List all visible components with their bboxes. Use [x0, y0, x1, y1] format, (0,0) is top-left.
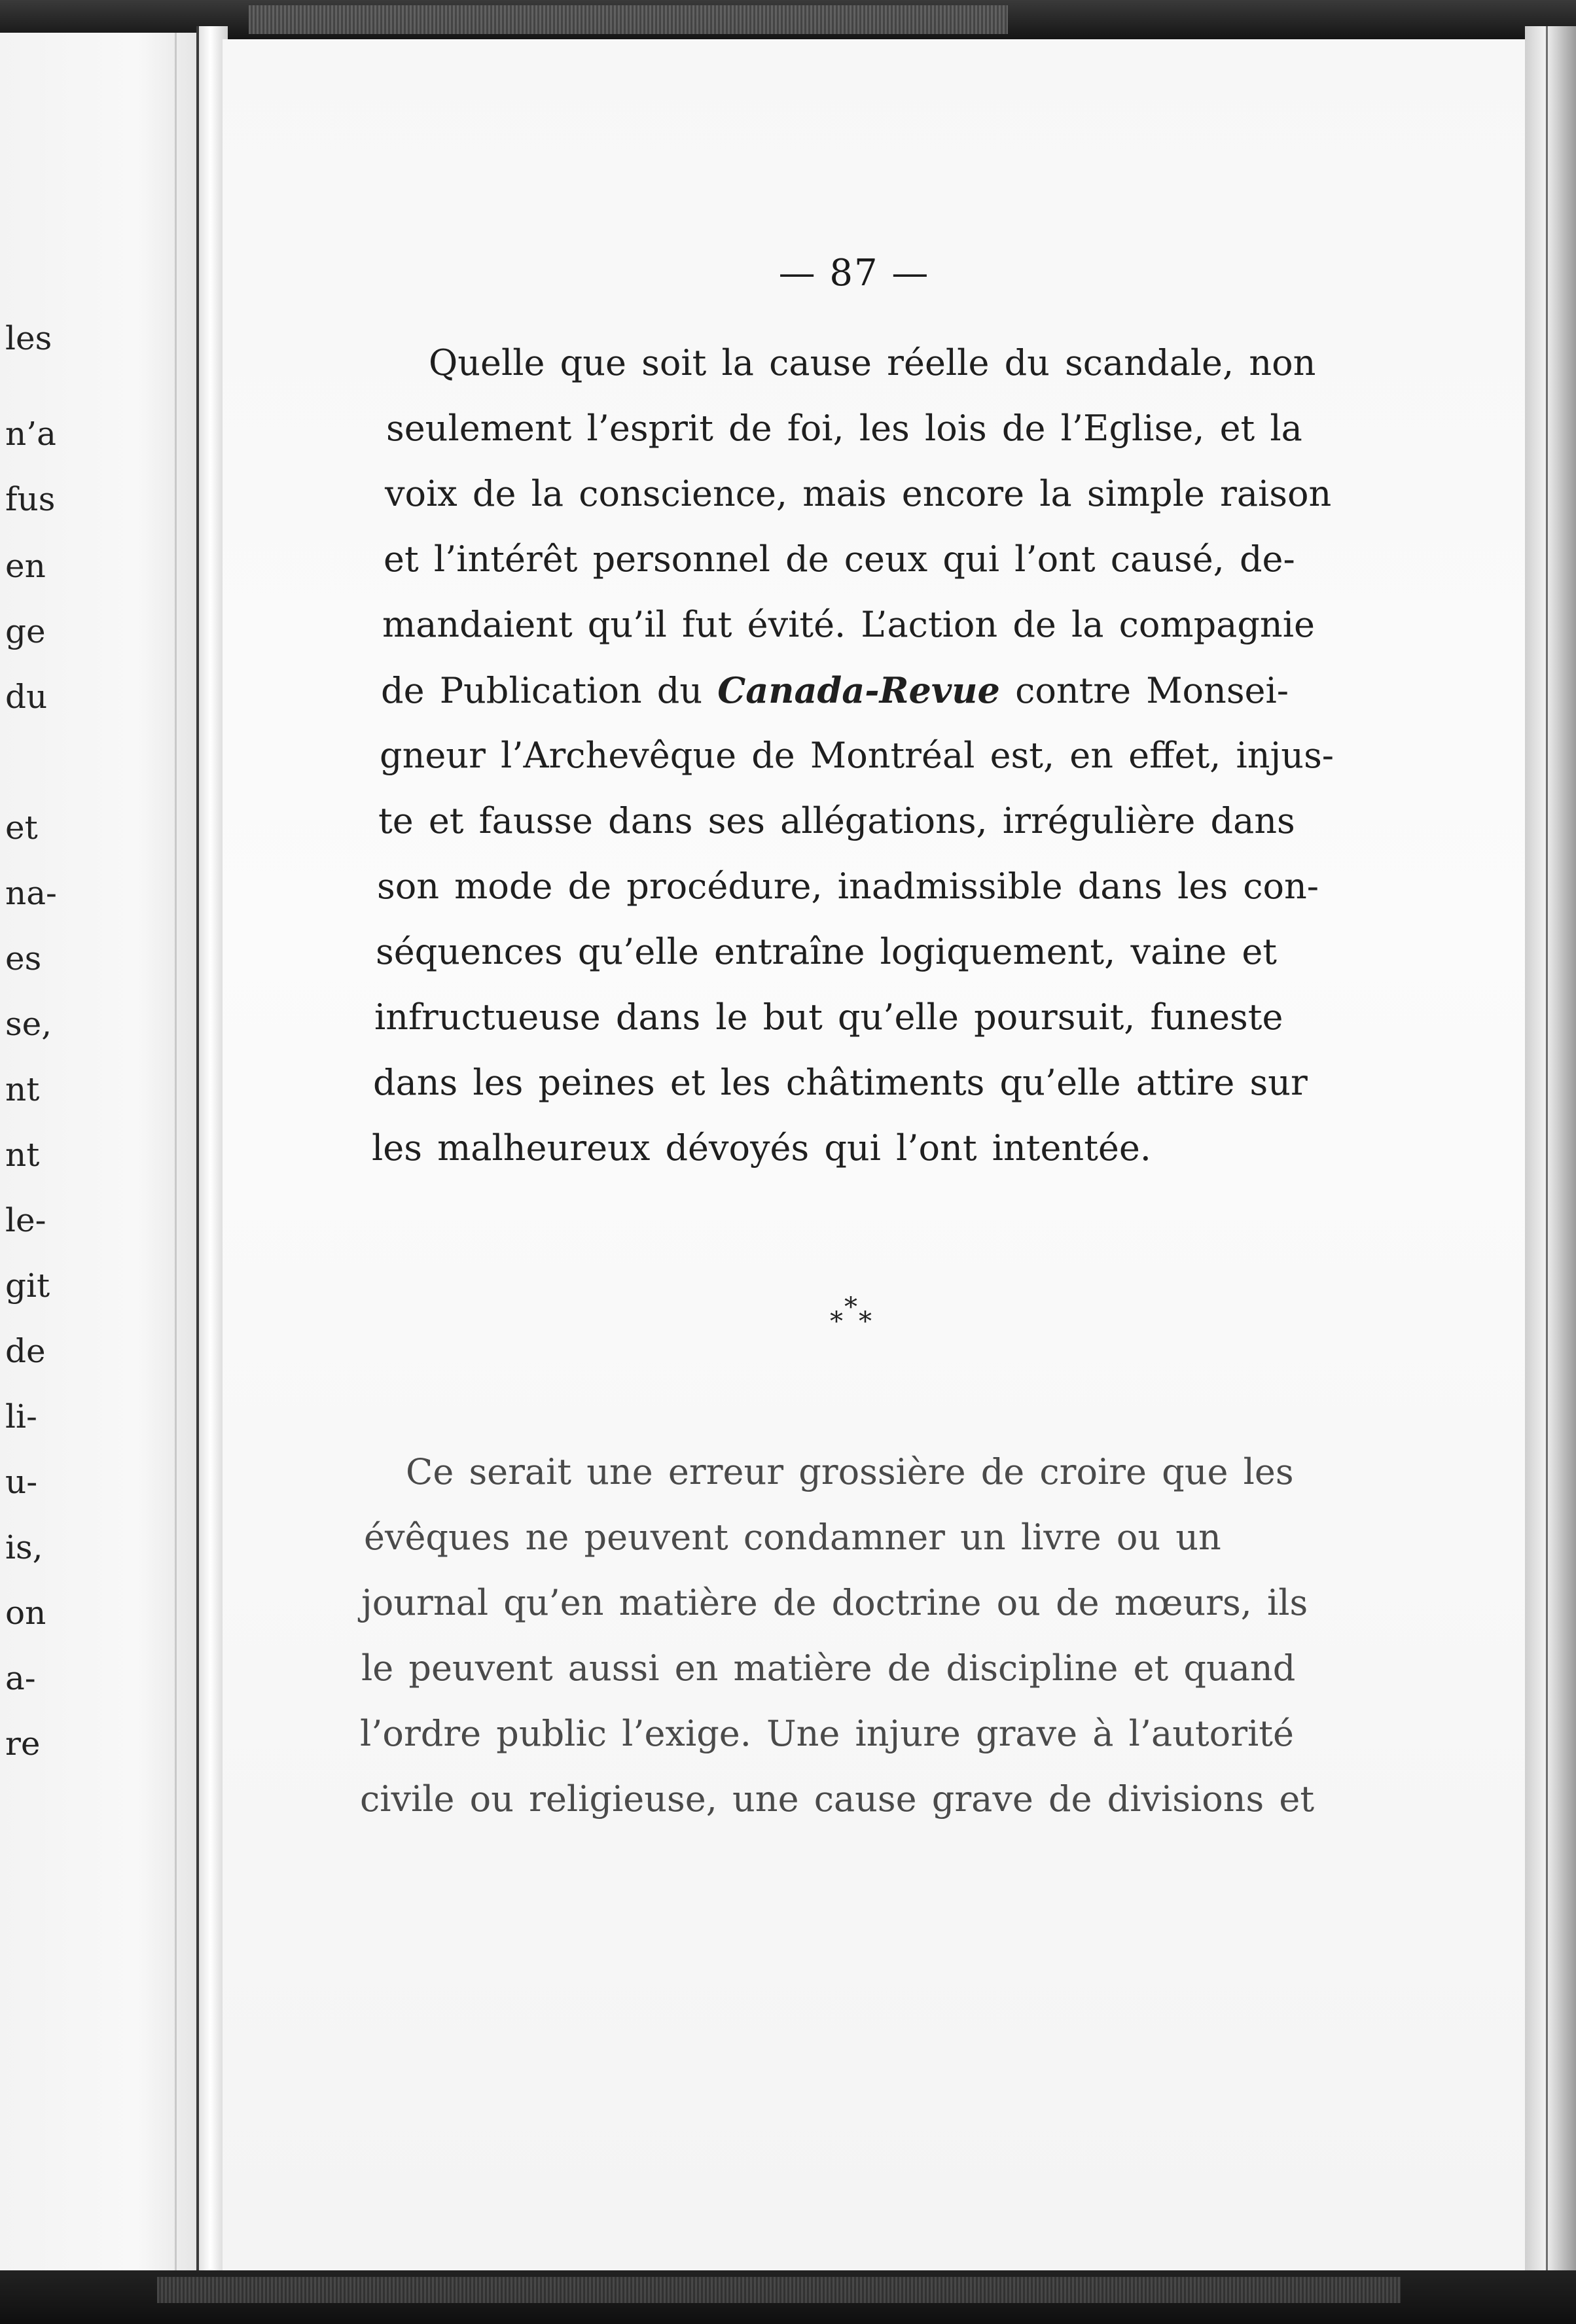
binding-tape — [249, 5, 1008, 34]
left-fragment: is, — [5, 1528, 43, 1566]
left-fragment: les — [5, 319, 52, 357]
left-fragment: en — [5, 547, 46, 585]
bottom-binding-strip — [0, 2270, 1576, 2324]
left-fragment: de — [5, 1332, 46, 1370]
paragraph-1-line: et l’intérêt personnel de ceux qui l’ont causé, de- — [384, 538, 1295, 580]
paragraph-1-line: les malheureux dévoyés qui l’ont intentée. — [372, 1127, 1151, 1169]
asterisk: * — [859, 1307, 872, 1337]
left-fragment: es — [5, 940, 42, 977]
left-fragment: re — [5, 1725, 41, 1763]
left-fragment: a- — [5, 1659, 36, 1697]
left-fragment: nt — [5, 1070, 40, 1108]
paragraph-2-line: le peuvent aussi en matière de discipline et quand — [361, 1647, 1296, 1689]
left-fragment: u- — [5, 1463, 38, 1501]
paragraph-2-line: journal qu’en matière de doctrine ou de mœurs, ils — [361, 1582, 1308, 1623]
previous-page-edge — [0, 33, 199, 2270]
paragraph-2-line: l’ordre public l’exige. Une injure grave à l’autorité — [360, 1713, 1294, 1754]
asterisk: * — [844, 1292, 857, 1322]
left-fragment: na- — [5, 874, 57, 912]
paragraph-2-line: civile ou religieuse, une cause grave de divisions et — [360, 1778, 1315, 1820]
left-fragment: git — [5, 1267, 50, 1305]
line-text-after: contre Monsei- — [999, 670, 1289, 711]
paragraph-1-line — [381, 671, 1289, 711]
paragraph-1-line: te et fausse dans ses allégations, irrégulière dans — [378, 800, 1295, 841]
page-number: — 87 — — [778, 252, 930, 294]
paragraph-1-line: seulement l’esprit de foi, les lois de l’Eglise, et la — [386, 408, 1302, 449]
left-fragment: du — [5, 678, 48, 716]
paragraph-1-line: voix de la conscience, mais encore la simple raison — [385, 473, 1332, 514]
paragraph-1-line: mandaient qu’il fut évité. L’action de la compagnie — [382, 604, 1315, 645]
left-fragment: fus — [5, 480, 56, 518]
journal-title-canada-revue: Canada-Revue — [717, 669, 1000, 711]
section-break — [818, 1292, 897, 1338]
paragraph-1-line: son mode de procédure, inadmissible dans les con- — [377, 866, 1319, 907]
page-edge-line — [1546, 26, 1548, 2277]
left-fragment: nt — [5, 1136, 40, 1174]
left-fragment: on — [5, 1594, 46, 1632]
left-fragment: se, — [5, 1005, 52, 1043]
paragraph-1-line: gneur l’Archevêque de Montréal est, en effet, injus- — [380, 735, 1334, 776]
paragraph-1-line: dans les peines et les châtiments qu’elle attire sur — [373, 1062, 1308, 1103]
top-binding-strip — [0, 0, 1576, 39]
right-page-edge — [1525, 26, 1576, 2277]
paragraph-2-line: évêques ne peuvent condamner un livre ou un — [364, 1517, 1221, 1558]
left-fragment: et — [5, 809, 38, 847]
paragraph-1-line: infructueuse dans le but qu’elle poursuit, funeste — [374, 996, 1283, 1038]
left-fragment: li- — [5, 1398, 37, 1435]
paragraph-2-line: Ce serait une erreur grossière de croire que les — [406, 1451, 1294, 1492]
left-fragment: ge — [5, 612, 46, 650]
binding-tape — [157, 2277, 1401, 2303]
paragraph-1-line: Quelle que soit la cause réelle du scandale, non — [429, 342, 1316, 383]
left-fragment: le- — [5, 1201, 46, 1239]
gutter-line — [175, 33, 177, 2270]
left-fragment: n’a — [5, 415, 56, 453]
line-text-before: de Publication du — [381, 670, 718, 711]
asterisk: * — [830, 1307, 843, 1337]
paragraph-1-line: séquences qu’elle entraîne logiquement, vaine et — [376, 931, 1277, 972]
